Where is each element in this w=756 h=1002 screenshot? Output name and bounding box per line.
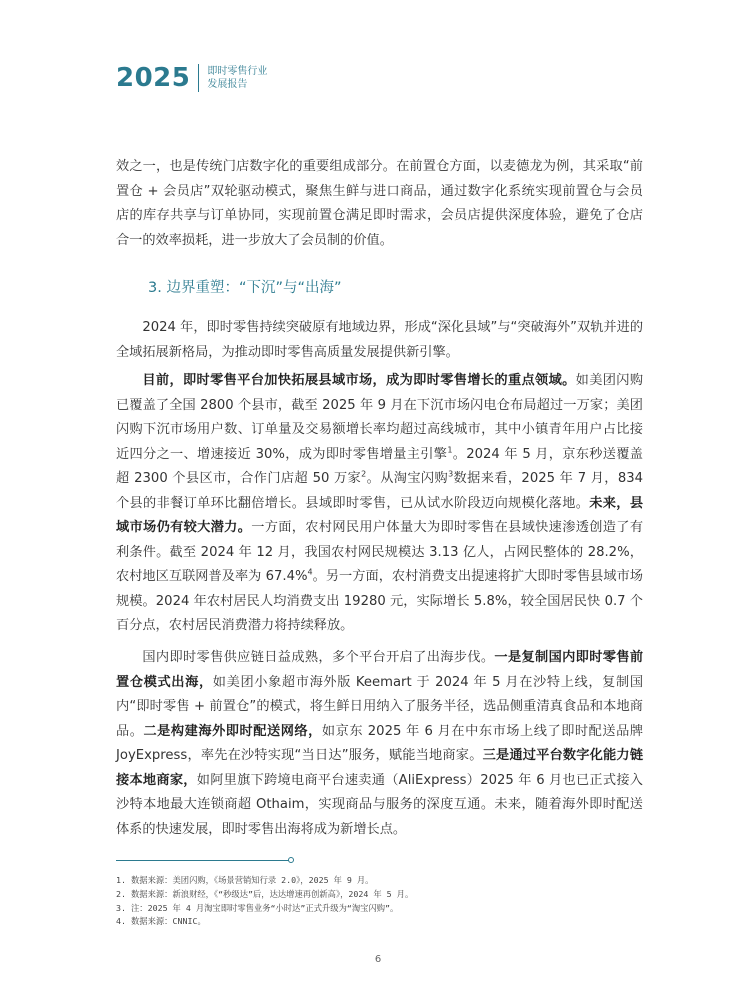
footnote-ref-4[interactable]: 4 bbox=[307, 567, 313, 577]
p3-bold-2: 未来，县域市场仍有较大潜力。 bbox=[116, 495, 644, 535]
footnote-3: 3. 注：2025 年 4 月淘宝即时零售业务“小时达”正式升级为“淘宝闪购”。 bbox=[116, 902, 399, 913]
p3-text-1: 如美团闪购已覆盖了全国 2800 个县市，截至 2025 年 9 月在下沉市场闪电仓布局超过一万家；美团闪购下沉市场用户数、订单量及交易额增长率均超过高线城市，其中小镇青年用户占比接近四分之一、增速接近 30%，成为即时零售增量主引擎 bbox=[116, 373, 644, 462]
p3-text-2: 。2024 年 5 月，京东秒送覆盖超 2300 个县区市，合作门店超 50 万家 bbox=[116, 446, 643, 486]
report-subtitle-line1: 即时零售行业 bbox=[207, 66, 268, 77]
p4-text-1: 国内即时零售供应链日益成熟，多个平台开启了出海步伐。 bbox=[142, 650, 495, 665]
footnote-2: 2. 数据来源：新浪财经，《“秒级达”后，达达增速再创新高》，2024 年 5 月。 bbox=[116, 888, 414, 899]
p4-text-4: 如阿里旗下跨境电商平台速卖通（AliExpress）2025 年 6 月也已正式接入沙特本地最大连锁商超 Othaim，实现商品与服务的深度互通。未来，随着海外即时配送体系的快速发展，即时零售出海将成为新增长点。 bbox=[116, 772, 643, 837]
footnote-1: 1. 数据来源：美团闪购，《场景营销知行录 2.0》，2025 年 9 月。 bbox=[116, 875, 374, 885]
report-subtitle bbox=[207, 65, 267, 91]
report-year: 2025 bbox=[116, 63, 191, 93]
paragraph-3 bbox=[116, 369, 643, 639]
footnote-4: 4. 数据来源：CNNIC。 bbox=[116, 916, 206, 927]
p4-text-2: 如美团小象超市海外版 Keemart 于 2024 年 5 月在沙特上线，复制国内“即时零售 + 前置仓”的模式，将生鲜日用纳入了服务半径，选品侧重清真食品和本地商品。 bbox=[116, 674, 644, 739]
report-subtitle-line2: 发展报告 bbox=[207, 79, 248, 90]
footnote-ref-3[interactable]: 3 bbox=[448, 469, 454, 479]
p3-text-4: 数据来看，2025 年 7 月，834 个县的非餐订单环比翻倍增长。县域即时零售，已从试水阶段迈向规模化落地。 bbox=[116, 471, 644, 511]
footnote-divider bbox=[116, 860, 290, 861]
p3-text-3: 。从淘宝闪购 bbox=[366, 471, 449, 486]
paragraph-1: 效之一，也是传统门店数字化的重要组成部分。在前置仓方面，以麦德龙为例，其采取“前置仓 + 会员店”双轮驱动模式，聚焦生鲜与进口商品，通过数字化系统实现前置仓与会员店的库存共享与订单协同，实现前置仓满足即时需求，会员店提供深度体验，避免了仓店合一的效率损耗，进一步放大了会员制的价值。 bbox=[116, 159, 643, 248]
paragraph-2: 2024 年，即时零售持续突破原有地域边界，形成“深化县域”与“突破海外”双轨并进的全域拓展新格局，为推动即时零售高质量发展提供新引擎。 bbox=[116, 320, 643, 360]
header-divider bbox=[198, 64, 199, 92]
p3-text-6: 。另一方面，农村消费支出提速将扩大即时零售县域市场规模。2024 年农村居民人均消费支出 19280 元，实际增长 5.8%，较全国居民快 0.7 个百分点，农村居民消费潜力将持续释放。 bbox=[116, 569, 643, 633]
page-number: 6 bbox=[374, 954, 382, 965]
footnotes bbox=[116, 874, 643, 929]
footnote-divider-dot bbox=[288, 857, 294, 863]
p4-bold-3: 三是通过平台数字化能力链接本地商家， bbox=[116, 748, 644, 788]
report-header bbox=[116, 60, 267, 96]
footnote-ref-1[interactable]: 1 bbox=[447, 445, 453, 455]
footnote-ref-2[interactable]: 2 bbox=[361, 469, 367, 479]
p3-text-5: 一方面，农村网民用户体量大为即时零售在县域快速渗透创造了有利条件。截至 2024 年 12 月，我国农村网民规模达 3.13 亿人，占网民整体的 28.2%，农村地区互联网普及率为 67.4% bbox=[116, 520, 644, 584]
p4-text-3: 如京东 2025 年 6 月在中东市场上线了即时配送品牌 JoyExpress，率先在沙特实现“当日达”服务，赋能当地商家。 bbox=[116, 723, 644, 763]
paragraph-4 bbox=[116, 646, 643, 842]
section-heading: 3. 边界重塑：“下沉”与“出海” bbox=[148, 280, 342, 296]
p3-bold-1: 目前，即时零售平台加快拓展县域市场，成为即时零售增长的重点领域。 bbox=[142, 373, 576, 388]
p4-bold-1: 一是复制国内即时零售前置仓模式出海， bbox=[116, 650, 644, 690]
p4-bold-2: 二是构建海外即时配送网络， bbox=[143, 723, 322, 739]
